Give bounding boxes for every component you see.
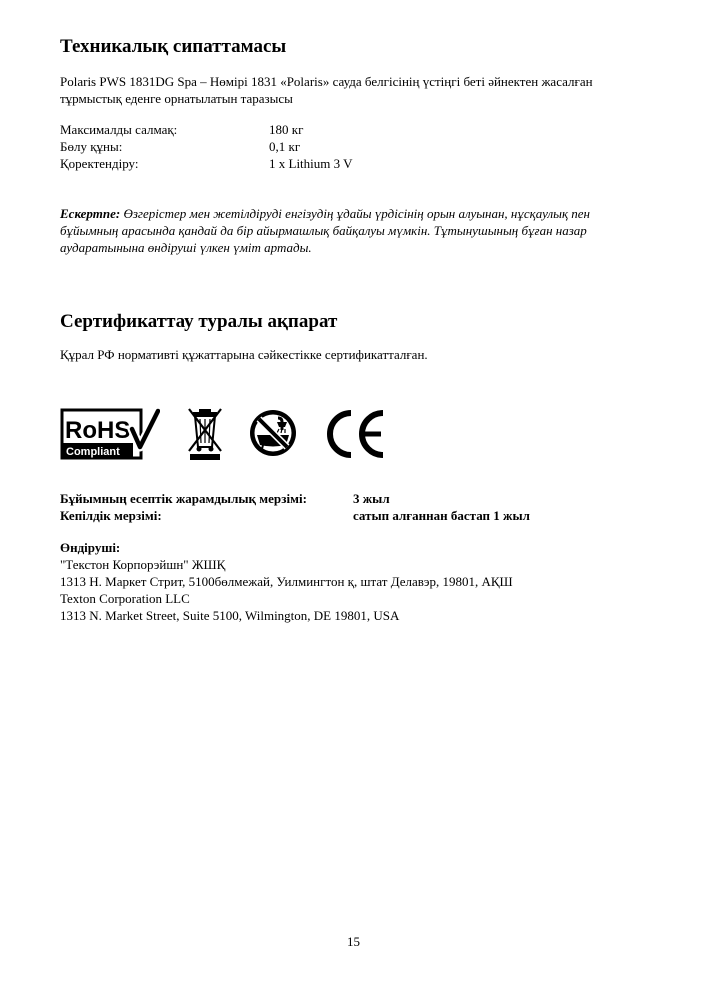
lifetime-label: Бұйымның есептік жарамдылық мерзімі: bbox=[60, 491, 307, 506]
lifetime-warranty-table bbox=[60, 490, 530, 524]
compliance-icons bbox=[60, 405, 400, 465]
page-number: 15 bbox=[347, 934, 360, 949]
rohs-compliant-icon bbox=[60, 407, 160, 461]
spec-label: Қоректендіру: bbox=[60, 156, 139, 171]
spec-row bbox=[60, 155, 353, 172]
manufacturer-title: Өндіруші: bbox=[60, 540, 121, 555]
warranty-value: сатып алғаннан бастап 1 жыл bbox=[353, 508, 530, 523]
spec-table bbox=[60, 121, 353, 172]
certification-text: Құрал РФ нормативті құжаттарына сәйкестікке сертификатталған. bbox=[60, 347, 428, 362]
spec-value: 0,1 кг bbox=[269, 139, 301, 154]
product-description-line-2: тұрмыстық еденге орнатылатын таразысы bbox=[60, 91, 293, 106]
note-line-2: бұйымның арасында қандай да бір айырмашлық байқалуы мүмкін. Тұтынушының бұған назар bbox=[60, 223, 587, 238]
spec-value: 1 x Lithium 3 V bbox=[269, 156, 353, 171]
manufacturer-block bbox=[60, 539, 513, 624]
note-paragraph bbox=[60, 205, 660, 256]
weee-crossed-bin-icon bbox=[185, 405, 225, 463]
note-label: Ескертпе: bbox=[60, 206, 121, 221]
lifetime-value: 3 жыл bbox=[353, 491, 390, 506]
spec-row bbox=[60, 121, 353, 138]
lifetime-row bbox=[60, 490, 530, 507]
spec-value: 180 кг bbox=[269, 122, 304, 137]
note-line-3: аударатынына өндіруші үлкен үміт артады. bbox=[60, 240, 312, 255]
rohs-text: RoHS bbox=[65, 417, 131, 444]
manufacturer-line: Texton Corporation LLC bbox=[60, 591, 190, 606]
section-title-certification: Сертификаттау туралы ақпарат bbox=[60, 311, 338, 332]
warranty-label: Кепілдік мерзімі: bbox=[60, 508, 162, 523]
manufacturer-line: "Текстон Корпорэйшн" ЖШҚ bbox=[60, 557, 226, 572]
note-text-1: Өзгерістер мен жетілдіруді енгізудің ұдайы үрдісінің орын алуынан, нұсқаулық пен bbox=[120, 206, 591, 221]
spec-label: Бөлу құны: bbox=[60, 139, 123, 154]
no-water-bath-icon bbox=[248, 408, 298, 458]
spec-label: Максималды салмақ: bbox=[60, 122, 178, 137]
manufacturer-line: 1313 N. Market Street, Suite 5100, Wilmington, DE 19801, USA bbox=[60, 608, 400, 623]
spec-row bbox=[60, 138, 353, 155]
rohs-compliant-text: Compliant bbox=[66, 446, 120, 458]
product-description bbox=[60, 73, 660, 107]
section-title-specifications: Техникалық сипаттамасы bbox=[60, 36, 287, 57]
manufacturer-line: 1313 Н. Маркет Стрит, 5100бөлмежай, Уилмингтон қ, штат Делавэр, 19801, АҚШ bbox=[60, 574, 513, 589]
note-line-1 bbox=[60, 205, 660, 222]
warranty-row bbox=[60, 507, 530, 524]
ce-mark-icon bbox=[323, 407, 393, 461]
product-description-line-1: Polaris PWS 1831DG Spa – Нөмірі 1831 «Polaris» сауда белгісінің үстіңгі беті әйнектен жасалған bbox=[60, 74, 593, 89]
